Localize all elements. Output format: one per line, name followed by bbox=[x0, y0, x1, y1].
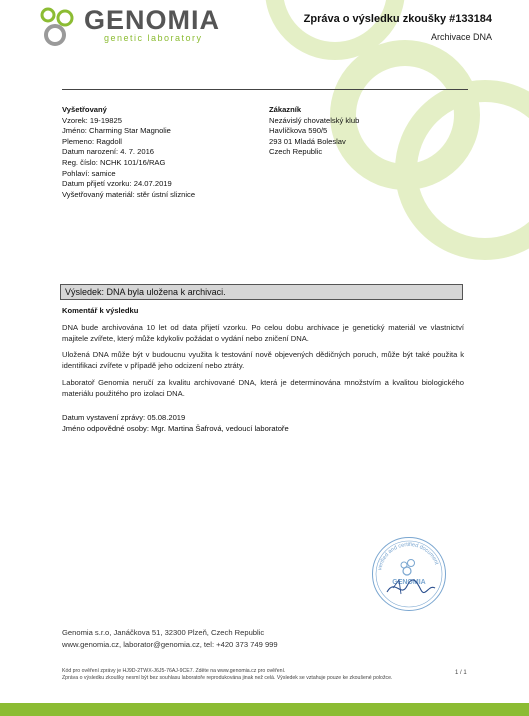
examined-line: Datum přijetí vzorku: 24.07.2019 bbox=[62, 179, 172, 189]
issue-date: Datum vystavení zprávy: 05.08.2019 bbox=[62, 413, 186, 422]
examined-block bbox=[62, 105, 262, 200]
report-title: Zpráva o výsledku zkoušky #133184 bbox=[303, 13, 492, 25]
customer-line: Czech Republic bbox=[269, 147, 323, 157]
certification-stamp bbox=[372, 537, 446, 611]
logo-tagline: genetic laboratory bbox=[104, 33, 203, 43]
examined-line: Datum narození: 4. 7. 2016 bbox=[62, 147, 155, 157]
issue-block bbox=[62, 413, 442, 434]
responsible-person: Jméno odpovědné osoby: Mgr. Martina Šafrová, vedoucí laboratoře bbox=[62, 423, 289, 433]
customer-line: Nezávislý chovatelský klub bbox=[269, 115, 360, 125]
stamp-name: GENOMIA bbox=[392, 579, 426, 586]
comment-paragraph-2: Uložená DNA může být v budoucnu využita k testování nově objevených dědičných poruch, může být také použita k identifikaci zvířete v případě jeho odcizení nebo ztráty. bbox=[62, 350, 464, 370]
reproduction-note: Zpráva o výsledku zkoušky nesmí být bez souhlasu laboratoře reprodukována jinak než celá. Výsledek se vztahuje pouze ke zkoušené položce. bbox=[62, 675, 393, 681]
stamp-ring-icon bbox=[373, 538, 445, 610]
comment-heading bbox=[62, 306, 138, 317]
examined-line: Reg. číslo: NCHK 101/16/RAG bbox=[62, 157, 166, 167]
logo-wordmark: GENOMIA bbox=[84, 5, 221, 35]
page-number: 1 / 1 bbox=[455, 670, 467, 676]
customer-block bbox=[269, 105, 449, 158]
footer-address: Genomia s.r.o, Janáčkova 51, 32300 Plzeň, Czech Republic bbox=[62, 628, 265, 637]
comment-paragraph-1: DNA bude archivována 10 let od data přijetí vzorku. Po celou dobu archivace je genetický materiál ve vlastnictví majitele zvířete, který může kdykoliv požádat o vydání nebo zničení DNA. bbox=[62, 323, 464, 343]
customer-line: Havlíčkova 590/5 bbox=[269, 126, 328, 136]
svg-text:verified and certified documen bbox=[377, 542, 439, 571]
examined-line: Vzorek: 19-19825 bbox=[62, 115, 122, 125]
genomia-logo-icon bbox=[36, 6, 84, 48]
examined-line: Pohlaví: samice bbox=[62, 168, 116, 178]
customer-line: 293 01 Mladá Boleslav bbox=[269, 136, 346, 146]
comment-heading-text: Komentář k výsledku bbox=[62, 306, 139, 315]
header-divider bbox=[62, 89, 468, 90]
stamp-ring-text: verified and certified document bbox=[377, 541, 440, 571]
customer-heading: Zákazník bbox=[269, 105, 302, 114]
comment-paragraph-3: Laboratoř Genomia neručí za kvalitu archivované DNA, která je determinována množstvím a kvalitou biologického materiálu použitého pro izolaci DNA. bbox=[62, 378, 464, 398]
examined-line: Vyšetřovaný materiál: stěr ústní sliznice bbox=[62, 189, 196, 199]
footer-contact: www.genomia.cz, laborator@genomia.cz, tel: +420 373 749 999 bbox=[62, 640, 278, 649]
examined-heading: Vyšetřovaný bbox=[62, 105, 107, 114]
footer-accent-bar bbox=[0, 703, 529, 716]
examined-line: Jméno: Charming Star Magnolie bbox=[62, 126, 171, 136]
result-box: Výsledek: DNA byla uložena k archivaci. bbox=[60, 284, 463, 300]
report-subtitle: Archivace DNA bbox=[430, 32, 492, 42]
verification-code-note: Kód pro ověření zprávy je HJ9D-2TWX-J6J5-76AJ-9CE7. Zděte na www.genomia.cz pro ověření. bbox=[62, 668, 286, 674]
examined-line: Plemeno: Ragdoll bbox=[62, 136, 122, 146]
